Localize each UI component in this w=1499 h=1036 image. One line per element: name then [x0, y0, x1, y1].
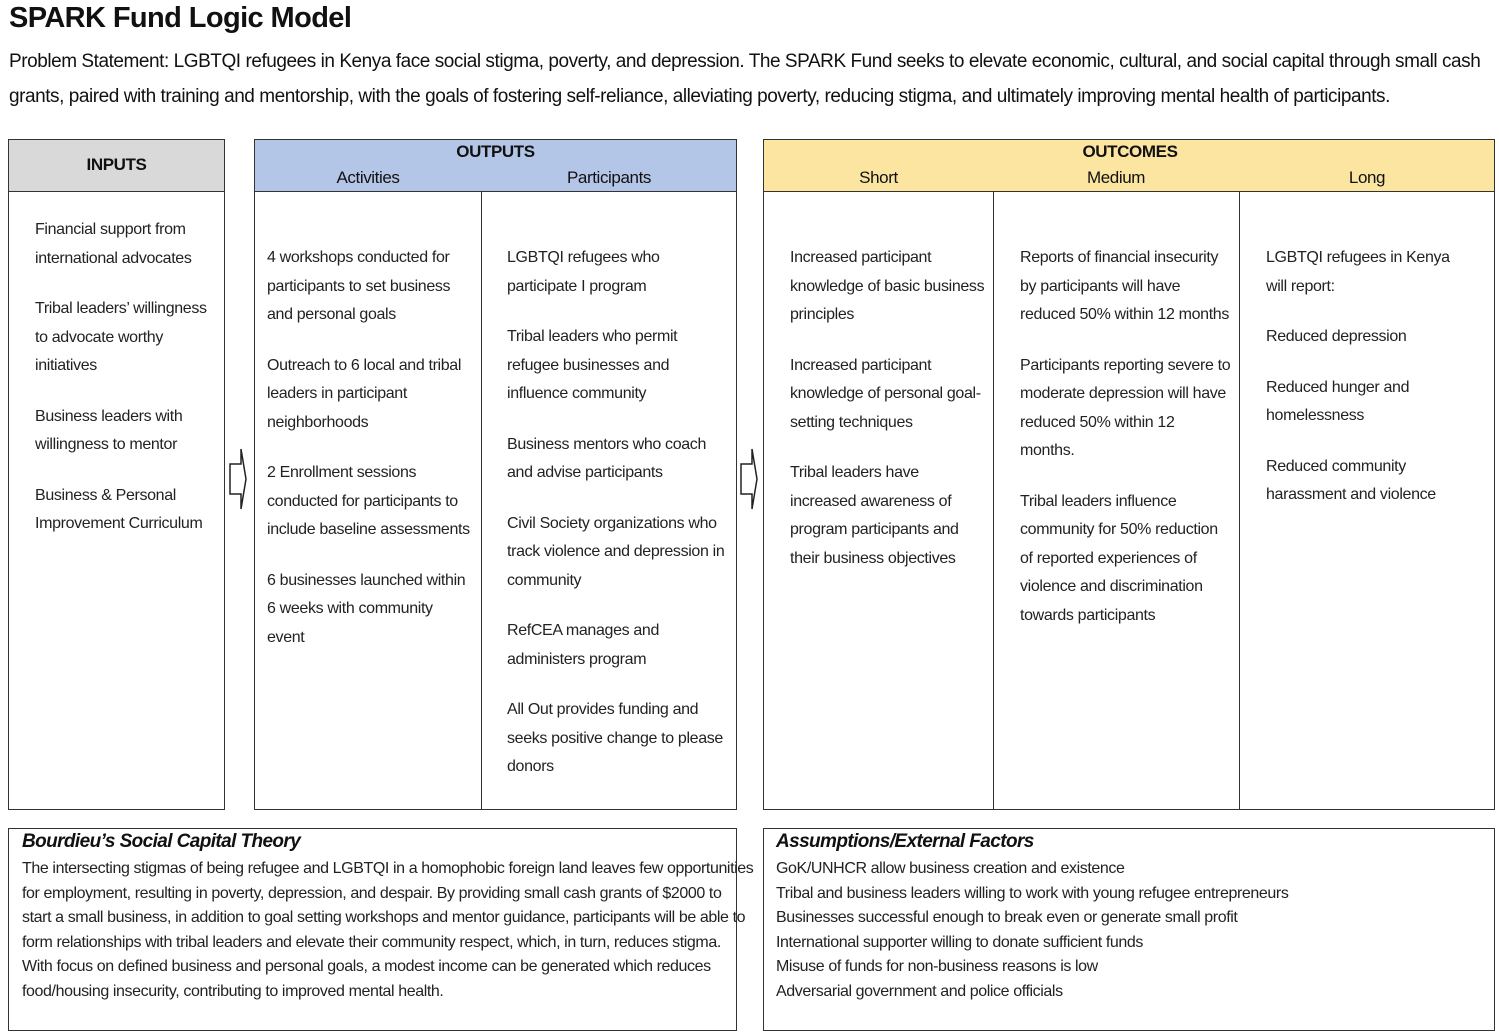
- inputs-box: [8, 139, 225, 810]
- theory-line: form relationships with tribal leaders and elevate their community respect, which, in turn, reduces stigma.: [22, 933, 721, 951]
- medium-outcomes-column: [993, 192, 1239, 809]
- participant-item: RefCEA manages and administers program: [507, 622, 660, 668]
- activity-item: Outreach to 6 local and tribal leaders in participant neighborhoods: [267, 356, 462, 431]
- inputs-item: Tribal leaders’ willingness to advocate worthy initiatives: [35, 300, 207, 374]
- theory-line: for employment, resulting in poverty, depression, and despair. By providing small cash grants of $2000 to: [22, 884, 722, 902]
- theory-line: start a small business, in addition to goal setting workshops and mentor guidance, participants will be able to: [22, 909, 746, 927]
- participant-item: Tribal leaders who permit refugee businesses and influence community: [507, 328, 678, 402]
- assumption-item: Tribal and business leaders willing to work with young refugee entrepreneurs: [776, 884, 1289, 902]
- assumption-item: GoK/UNHCR allow business creation and existence: [776, 860, 1125, 877]
- short-outcome-item: Tribal leaders have increased awareness of program participants and their business objectives: [790, 464, 959, 567]
- assumption-item: Adversarial government and police officials: [776, 982, 1063, 1000]
- long-header: Long: [1348, 168, 1386, 187]
- inputs-item: Business & Personal Improvement Curriculum: [35, 486, 203, 532]
- outcomes-box: [763, 139, 1495, 810]
- activities-header: Activities: [336, 168, 400, 187]
- assumption-item: International supporter willing to donate sufficient funds: [776, 933, 1143, 951]
- medium-header: Medium: [1086, 168, 1146, 187]
- long-outcome-item: Reduced depression: [1266, 328, 1407, 345]
- short-outcomes-column: [764, 192, 993, 809]
- outcomes-header-label: OUTCOMES: [1082, 142, 1178, 161]
- problem-statement-line: grants, paired with training and mentorship, with the goals of fostering self-reliance, alleviating poverty, reducing stigma, and ultimately improving mental health of participants.: [9, 86, 1390, 107]
- long-outcome-item: LGBTQI refugees in Kenya will report:: [1266, 249, 1450, 295]
- inputs-item: Business leaders with willingness to mentor: [35, 407, 183, 453]
- inputs-column: [9, 192, 224, 809]
- theory-line: The intersecting stigmas of being refugee and LGBTQI in a homophobic foreign land leaves few opportunities: [22, 860, 754, 877]
- assumptions-box: [763, 828, 1495, 1031]
- arrow-right-icon: [738, 446, 760, 512]
- medium-outcome-item: Reports of financial insecurity by participants will have reduced 50% within 12 months: [1020, 249, 1229, 323]
- theory-box: [8, 828, 754, 1031]
- participant-item: LGBTQI refugees who participate I program: [507, 249, 660, 295]
- long-outcomes-column: [1239, 192, 1494, 809]
- activities-column: [255, 192, 481, 809]
- assumptions-title: Assumptions/External Factors: [776, 831, 1034, 852]
- theory-line: food/housing insecurity, contributing to improved mental health.: [22, 982, 444, 1000]
- participant-item: Business mentors who coach and advise participants: [507, 435, 707, 481]
- long-outcome-item: Reduced community harassment and violence: [1266, 457, 1436, 503]
- activity-item: 4 workshops conducted for participants to set business and personal goals: [267, 249, 451, 323]
- participants-header: Participants: [566, 168, 652, 187]
- participant-item: All Out provides funding and seeks positive change to please donors: [507, 701, 723, 775]
- problem-statement: [9, 44, 1499, 114]
- activity-item: 2 Enrollment sessions conducted for participants to include baseline assessments: [267, 464, 470, 538]
- assumption-item: Misuse of funds for non-business reasons is low: [776, 958, 1098, 976]
- arrow-right-icon: [227, 446, 249, 512]
- participants-column: [481, 192, 736, 809]
- theory-title: Bourdieu’s Social Capital Theory: [22, 831, 301, 852]
- problem-statement-line: Problem Statement: LGBTQI refugees in Kenya face social stigma, poverty, and depression. The SPARK Fund seeks to elevate economic, cultural, and social capital through small cash: [9, 51, 1481, 72]
- medium-outcome-item: Tribal leaders influence community for 50% reduction of reported experiences of violence and discrimination towards participants: [1020, 492, 1218, 624]
- participant-item: Civil Society organizations who track violence and depression in community: [507, 514, 725, 589]
- outputs-header-label: OUTPUTS: [456, 142, 535, 161]
- inputs-header: [9, 140, 224, 192]
- theory-line: With focus on defined business and personal goals, a modest income can be generated which reduces: [22, 958, 711, 976]
- short-header: Short: [859, 168, 898, 187]
- theory-paragraph: [22, 857, 754, 1005]
- outputs-box: [254, 139, 737, 810]
- outputs-header: [255, 140, 736, 192]
- short-outcome-item: Increased participant knowledge of basic business principles: [790, 249, 985, 323]
- short-outcome-item: Increased participant knowledge of personal goal-setting techniques: [790, 356, 981, 431]
- outcomes-header: [764, 140, 1494, 192]
- long-outcome-item: Reduced hunger and homelessness: [1266, 378, 1410, 424]
- medium-outcome-item: Participants reporting severe to moderate depression will have reduced 50% within 12 months.: [1020, 356, 1231, 459]
- activity-item: 6 businesses launched within 6 weeks with community event: [267, 571, 466, 646]
- inputs-item: Financial support from international advocates: [35, 221, 192, 267]
- page-title: SPARK Fund Logic Model: [9, 2, 352, 34]
- inputs-header-label: INPUTS: [86, 155, 147, 174]
- assumption-item: Businesses successful enough to break even or generate small profit: [776, 909, 1238, 927]
